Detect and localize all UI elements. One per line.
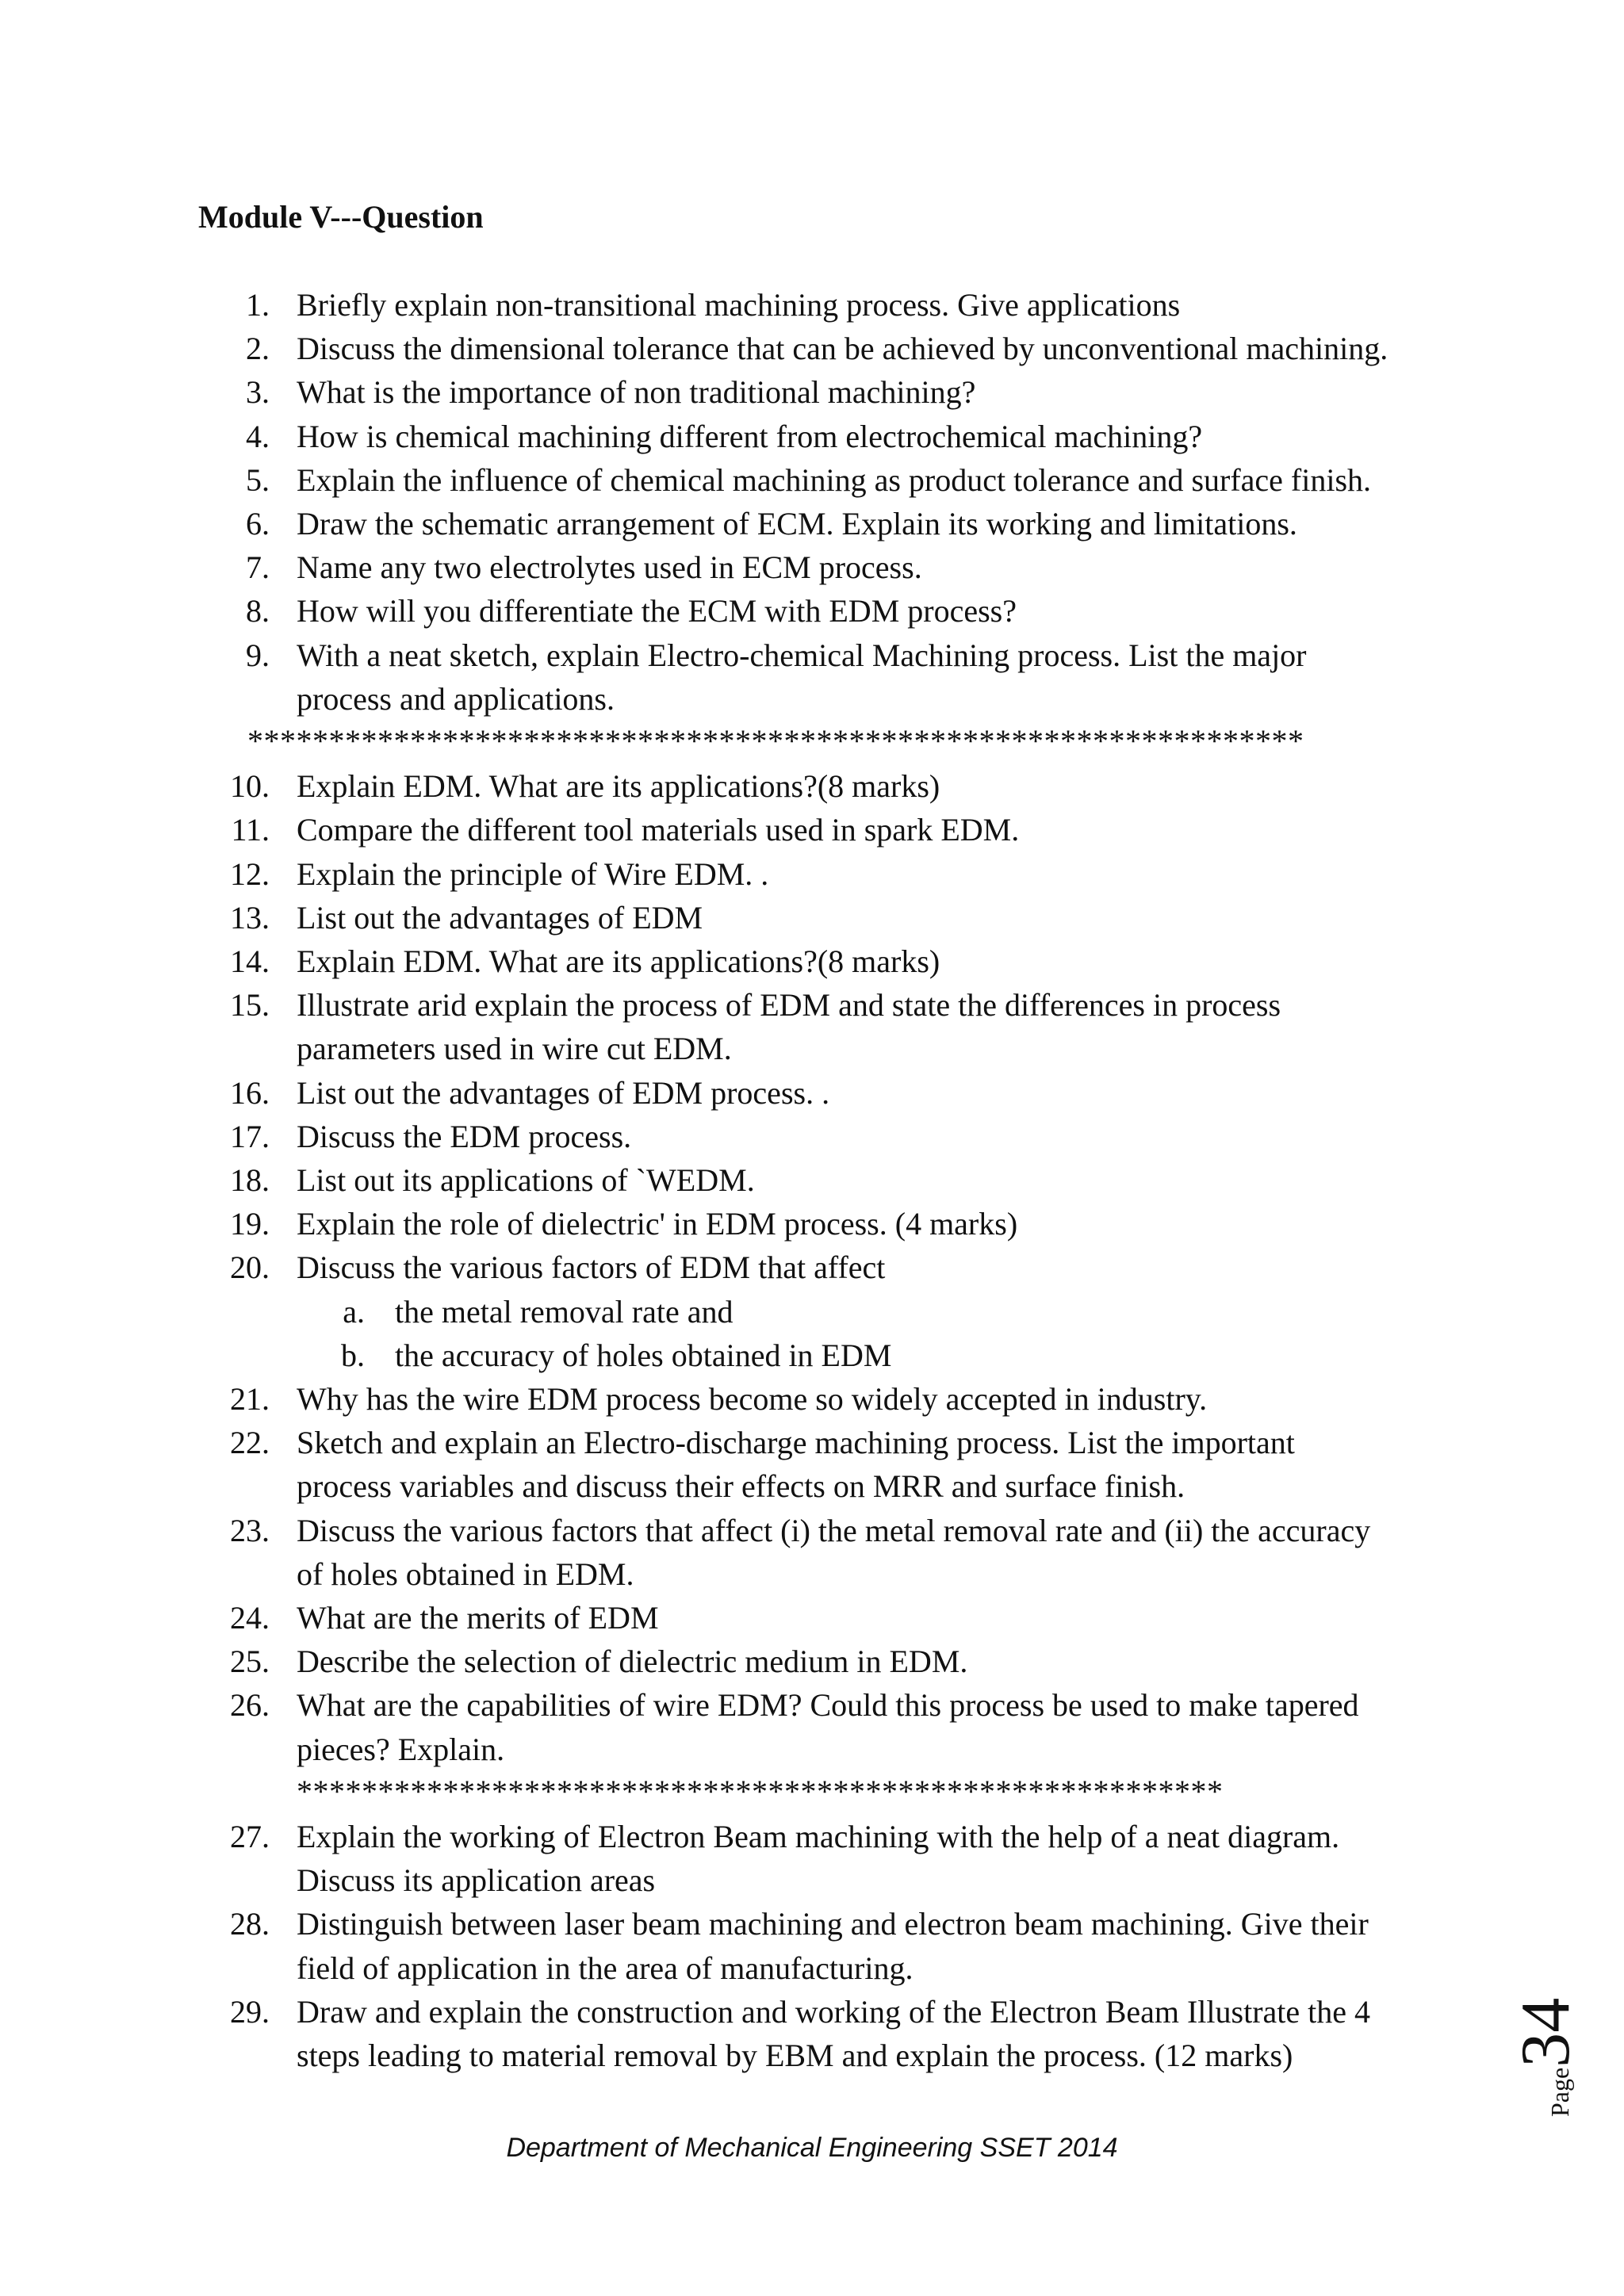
question-text: Briefly explain non-transitional machining process. Give applications [297,287,1181,323]
question-number: 11. [231,812,270,848]
question-number: 24. [230,1600,270,1636]
question-text: How is chemical machining different from electrochemical machining? [297,418,1203,454]
question-text: Explain EDM. What are its applications?(8 marks) [297,768,940,805]
question-text: parameters used in wire cut EDM. [297,1031,732,1067]
question-text: process variables and discuss their effects on MRR and surface finish. [297,1468,1185,1505]
question-text: How will you differentiate the ECM with EDM process? [297,593,1017,629]
question-number: 16. [230,1074,270,1111]
question-text: Discuss its application areas [297,1862,656,1899]
question-text: Illustrate arid explain the process of EDM and state the differences in process [297,987,1281,1024]
question-number: 17. [230,1118,270,1154]
question-number: 19. [230,1206,270,1242]
question-number: 8. [246,593,270,629]
question-number: 6. [246,506,270,541]
question-number: 25. [230,1644,270,1680]
question-text: Why has the wire EDM process become so widely accepted in industry. [297,1381,1208,1417]
question-number: 2. [246,331,270,367]
question-text: Discuss the EDM process. [297,1118,632,1154]
question-number: 22. [230,1425,270,1461]
question-text: Compare the different tool materials used in spark EDM. [297,812,1020,848]
sub-item-label: a. [343,1293,365,1330]
question-text: pieces? Explain. [297,1731,505,1767]
question-number: 10. [230,768,270,805]
question-number: 7. [246,549,270,586]
question-text: List out its applications of `WEDM. [297,1162,755,1198]
page-footer: Department of Mechanical Engineering SSET 2014 [506,2133,1118,2163]
question-number: 14. [230,943,270,979]
question-text: What are the merits of EDM [297,1600,659,1636]
question-text: Explain the principle of Wire EDM. . [297,855,769,892]
question-text: What are the capabilities of wire EDM? Could this process be used to make tapered [297,1687,1359,1724]
page-number: 34 [1507,1997,1584,2068]
question-text: Discuss the various factors of EDM that affect [297,1249,886,1286]
question-number: 12. [230,855,270,892]
question-number: 23. [230,1512,270,1548]
question-number: 4. [246,418,270,454]
question-number: 13. [230,899,270,936]
question-number: 15. [230,987,270,1024]
question-text: field of application in the area of manufacturing. [297,1950,914,1986]
question-number: 3. [246,374,270,411]
page-number-mark [1507,1974,1610,2117]
question-text: Discuss the various factors that affect (i) the metal removal rate and (ii) the accuracy [297,1512,1371,1548]
separator-asterisks: ********************************************************* [297,1773,1224,1809]
question-number: 20. [230,1249,270,1286]
question-text: List out the advantages of EDM [297,899,703,936]
question-number: 1. [246,287,270,323]
question-text: process and applications. [297,680,615,717]
question-text: Explain EDM. What are its applications?(8 marks) [297,943,940,979]
question-text: steps leading to material removal by EBM and explain the process. (12 marks) [297,2038,1293,2073]
question-text: With a neat sketch, explain Electro-chemical Machining process. List the major [297,637,1307,673]
question-number: 26. [230,1687,270,1724]
separator-asterisks: ***************************************************************** [247,723,1304,759]
question-text: Sketch and explain an Electro-discharge machining process. List the important [297,1425,1295,1461]
question-text: Draw the schematic arrangement of ECM. Explain its working and limitations. [297,506,1297,541]
question-text: of holes obtained in EDM. [297,1556,634,1592]
question-number: 18. [230,1162,270,1198]
question-text: Discuss the dimensional tolerance that can be achieved by unconventional machining. [297,331,1388,367]
module-title: Module V---Question [198,199,484,235]
question-text: List out the advantages of EDM process. . [297,1074,830,1111]
question-number: 21. [230,1381,270,1417]
sub-item-text: the accuracy of holes obtained in EDM [395,1337,892,1373]
sub-item-label: b. [341,1337,365,1373]
question-text: Explain the influence of chemical machining as product tolerance and surface finish. [297,461,1372,498]
sub-item-text: the metal removal rate and [395,1293,733,1330]
question-number: 27. [230,1819,270,1854]
question-number: 29. [230,1993,270,2030]
question-number: 5. [246,461,270,498]
question-text: Explain the working of Electron Beam machining with the help of a neat diagram. [297,1819,1340,1854]
question-number: 9. [246,637,270,673]
question-text: What is the importance of non traditional machining? [297,374,976,411]
question-text: Describe the selection of dielectric medium in EDM. [297,1644,968,1680]
question-text: Draw and explain the construction and working of the Electron Beam Illustrate the 4 [297,1993,1371,2030]
question-text: Name any two electrolytes used in ECM process. [297,549,922,586]
question-number: 28. [230,1906,270,1942]
question-text: Distinguish between laser beam machining and electron beam machining. Give their [297,1906,1369,1942]
page-label: Page [1545,2067,1574,2117]
question-text: Explain the role of dielectric' in EDM process. (4 marks) [297,1206,1018,1242]
